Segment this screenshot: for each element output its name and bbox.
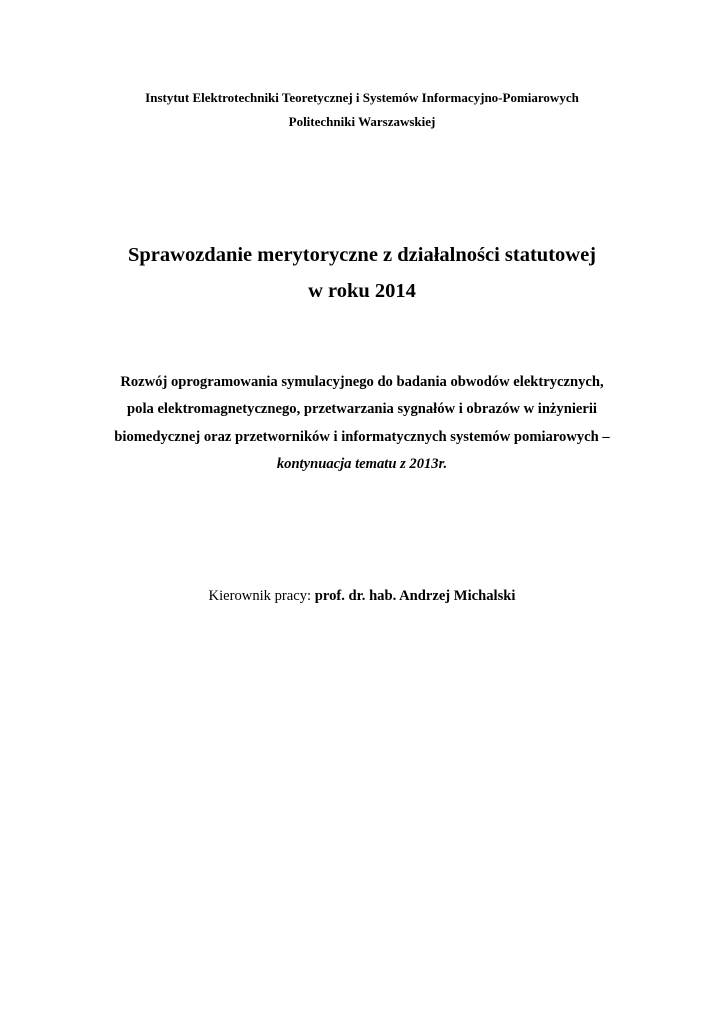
- research-topic: [0, 369, 724, 478]
- research-topic-line-1: Rozwój oprogramowania symulacyjnego do badania obwodów elektrycznych,: [120, 374, 604, 390]
- project-leader-name: prof. dr. hab. Andrzej Michalski: [314, 588, 516, 604]
- report-title: [0, 237, 724, 309]
- topic-continuation-note: kontynuacja tematu z 2013r.: [276, 455, 448, 472]
- project-leader-label: Kierownik pracy:: [208, 588, 312, 604]
- institute-name: Instytut Elektrotechniki Teoretycznej i Systemów Informacyjno-Pomiarowych: [145, 90, 579, 105]
- report-title-line-1: Sprawozdanie merytoryczne z działalności statutowej: [128, 244, 596, 266]
- project-leader: [0, 583, 724, 609]
- research-topic-line-2: pola elektromagnetycznego, przetwarzania sygnałów i obrazów w inżynierii: [127, 401, 597, 418]
- report-title-line-2: w roku 2014: [308, 280, 416, 302]
- institute-header: [0, 86, 724, 134]
- university-name: Politechniki Warszawskiej: [288, 114, 436, 129]
- research-topic-line-3: biomedycznej oraz przetworników i informatycznych systemów pomiarowych –: [114, 428, 610, 445]
